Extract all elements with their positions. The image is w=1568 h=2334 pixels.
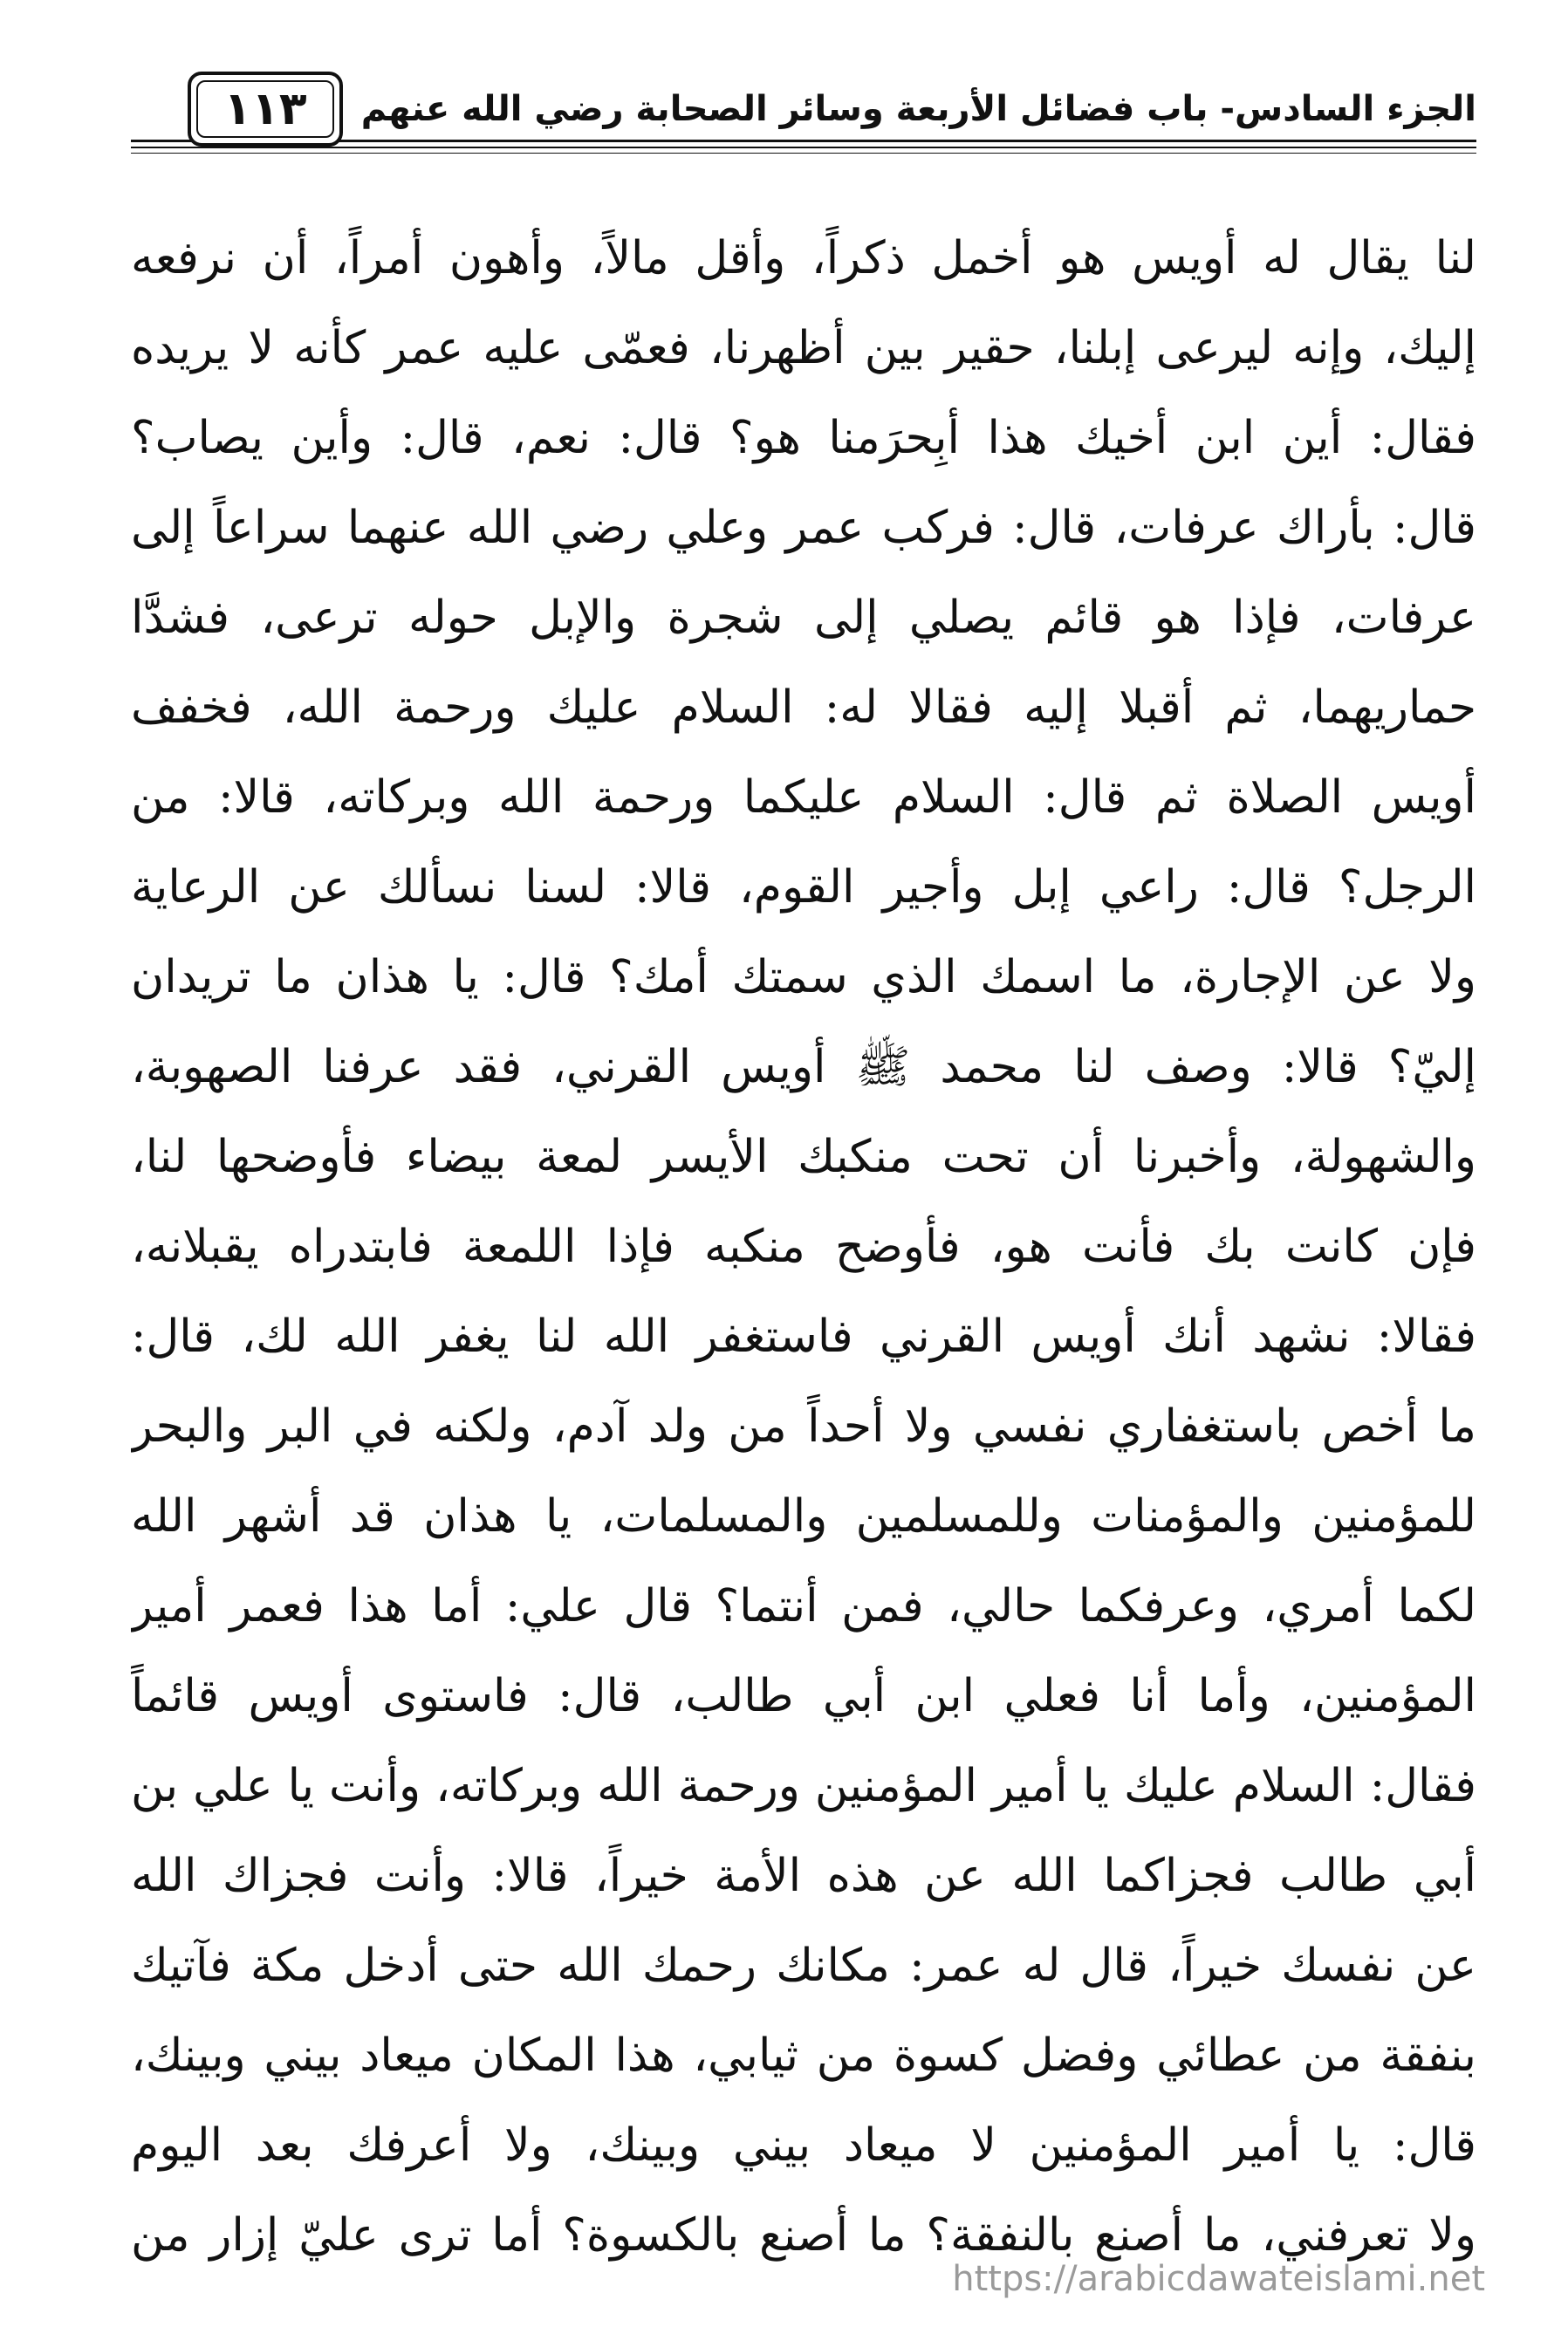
text-line: عرفات، فإذا هو قائم يصلي إلى شجرة والإبل حوله ترعى، فشدَّا	[131, 592, 1476, 644]
header-rule	[131, 153, 1476, 154]
text-line: والشهولة، وأخبرنا أن تحت منكبك الأيسر لمعة بيضاء فأوضحها لنا،	[131, 1131, 1476, 1183]
text-line: أبي طالب فجزاكما الله عن هذه الأمة خيراً، قالا: وأنت فجزاك الله	[131, 1850, 1476, 1902]
text-line: فقالا: نشهد أنك أويس القرني فاستغفر الله لنا يغفر الله لك، قال:	[131, 1311, 1476, 1363]
text-line: المؤمنين، وأما أنا فعلي ابن أبي طالب، قال: فاستوى أويس قائماً	[131, 1670, 1476, 1722]
text-line: الرجل؟ قال: راعي إبل وأجير القوم، قالا: لسنا نسألك عن الرعاية	[131, 861, 1476, 914]
text-line: قال: بأراك عرفات، قال: فركب عمر وعلي رضي الله عنهما سراعاً إلى	[131, 502, 1476, 554]
running-title: الجزء السادس- باب فضائل الأربعة وسائر الصحابة رضي الله عنهم	[360, 89, 1476, 129]
body-text	[131, 214, 1476, 2281]
text-line: لنا يقال له أويس هو أخمل ذكراً، وأقل مالاً، وأهون أمراً، أن نرفعه	[131, 232, 1476, 284]
text-line: لكما أمري، وعرفكما حالي، فمن أنتما؟ قال علي: أما هذا فعمر أمير	[131, 1580, 1476, 1632]
text-line: ما أخص باستغفاري نفسي ولا أحداً من ولد آدم، ولكنه في البر والبحر	[131, 1400, 1476, 1453]
header-rule	[131, 147, 1476, 148]
page-number-frame	[188, 72, 343, 147]
text-line: حماريهما، ثم أقبلا إليه فقالا له: السلام عليك ورحمة الله، فخفف	[131, 681, 1476, 734]
page-number: ١١٣	[223, 83, 307, 135]
text-line: فإن كانت بك فأنت هو، فأوضح منكبه فإذا اللمعة فابتدراه يقبلانه،	[131, 1221, 1476, 1273]
text-line: إليك، وإنه ليرعى إبلنا، حقير بين أظهرنا، فعمّى عليه عمر كأنه لا يريده	[131, 322, 1476, 374]
text-line: فقال: السلام عليك يا أمير المؤمنين ورحمة الله وبركاته، وأنت يا علي بن	[131, 1760, 1476, 1812]
text-line: فقال: أين ابن أخيك هذا أبِحرَمنا هو؟ قال: نعم، قال: وأين يصاب؟	[131, 412, 1476, 464]
text-line: قال: يا أمير المؤمنين لا ميعاد بيني وبينك، ولا أعرفك بعد اليوم	[131, 2119, 1476, 2172]
text-line: ولا تعرفني، ما أصنع بالنفقة؟ ما أصنع بالكسوة؟ أما ترى عليّ إزار من	[131, 2209, 1476, 2262]
text-line: أويس الصلاة ثم قال: السلام عليكما ورحمة الله وبركاته، قالا: من	[131, 771, 1476, 824]
text-line: عن نفسك خيراً، قال له عمر: مكانك رحمك الله حتى أدخل مكة فآتيك	[131, 1940, 1476, 1992]
text-line: بنفقة من عطائي وفضل كسوة من ثيابي، هذا المكان ميعاد بيني وبينك،	[131, 2029, 1476, 2082]
watermark-url: https://arabicdawateislami.net	[952, 2259, 1485, 2299]
text-line: ولا عن الإجارة، ما اسمك الذي سمتك أمك؟ قال: يا هذان ما تريدان	[131, 951, 1476, 1003]
text-line: للمؤمنين والمؤمنات وللمسلمين والمسلمات، يا هذان قد أشهر الله	[131, 1490, 1476, 1543]
text-line: إليّ؟ قالا: وصف لنا محمد ﷺ أويس القرني، فقد عرفنا الصهوبة،	[131, 1041, 1476, 1093]
